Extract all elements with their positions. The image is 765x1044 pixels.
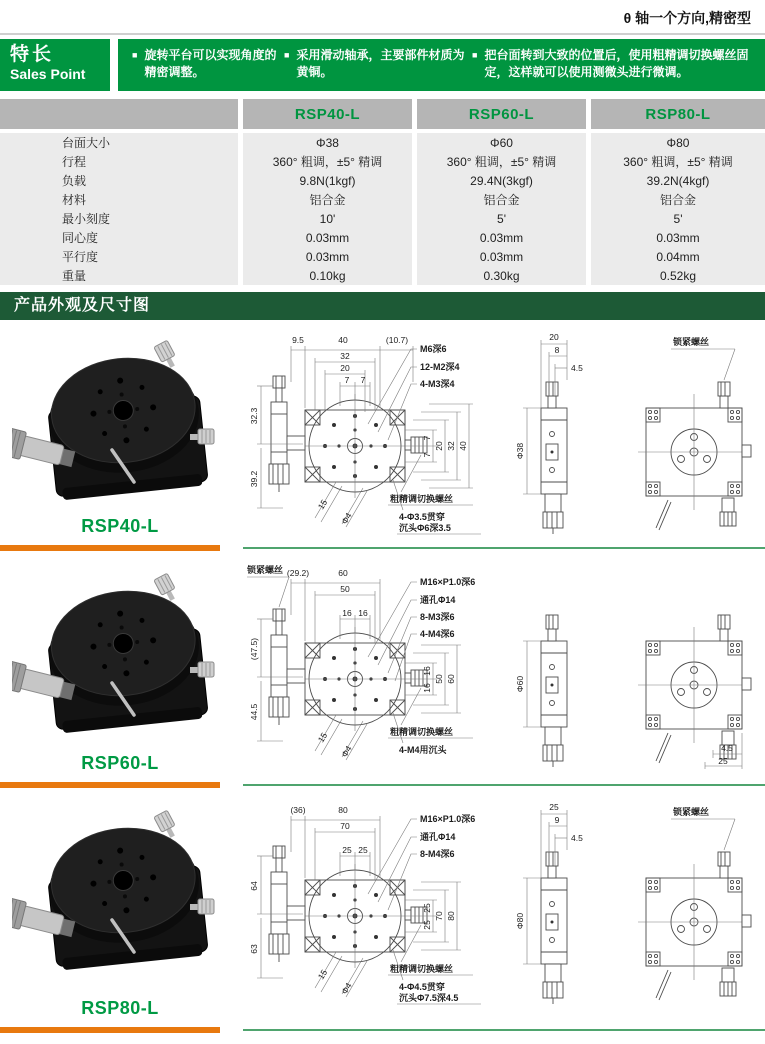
svg-text:Φ4: Φ4 (339, 743, 354, 759)
svg-text:20: 20 (549, 332, 559, 342)
svg-text:15: 15 (315, 497, 330, 512)
top-dimensions (290, 805, 380, 880)
spec-value: Φ80 (591, 133, 765, 152)
thread-callouts (368, 343, 460, 440)
side-view (515, 615, 567, 767)
spec-row-label: 负载 (0, 171, 238, 190)
dimension-drawing (243, 324, 765, 538)
top-dimensions (287, 568, 380, 643)
technical-drawing (243, 794, 765, 1006)
spec-value: 0.03mm (243, 228, 412, 247)
spec-table-row (0, 152, 765, 171)
spec-table-header (0, 99, 765, 129)
bullet-text: 旋转平台可以实现角度的精密调整。 (144, 48, 277, 79)
side-view (515, 802, 583, 1004)
right-dimensions (405, 882, 461, 950)
product-photo (12, 802, 227, 972)
svg-text:9: 9 (554, 815, 560, 825)
spec-value: 0.52kg (591, 266, 765, 285)
sales-point-header (0, 33, 765, 91)
product-row (0, 320, 765, 553)
svg-text:25: 25 (358, 845, 368, 855)
sales-point-bullets (118, 39, 765, 91)
spec-value: 360° 粗调，±5° 精调 (243, 152, 412, 171)
micrometer-symbol (269, 609, 305, 725)
technical-drawing (243, 324, 765, 536)
svg-text:15: 15 (315, 730, 330, 745)
svg-text:Φ80: Φ80 (515, 912, 525, 930)
svg-text:Φ60: Φ60 (515, 675, 525, 693)
page-type-note: θ 轴一个方向,精密型 (623, 10, 751, 26)
svg-text:44.5: 44.5 (249, 703, 259, 721)
svg-text:M6深6: M6深6 (420, 344, 447, 354)
svg-text:25: 25 (549, 802, 559, 812)
spec-row-label: 重量 (0, 266, 238, 285)
front-view (247, 564, 475, 760)
spec-value: 360° 粗调，±5° 精调 (591, 152, 765, 171)
product-model-label: RSP60-L (81, 753, 159, 773)
rotation-stage-photo (12, 802, 227, 972)
svg-text:20: 20 (434, 441, 444, 451)
svg-text:63: 63 (249, 944, 259, 954)
svg-text:4-M3深4: 4-M3深4 (420, 379, 455, 389)
side-diameter-dimension (515, 878, 541, 964)
svg-text:通孔Φ14: 通孔Φ14 (420, 832, 456, 842)
spec-value: 铝合金 (591, 190, 765, 209)
svg-text:(29.2): (29.2) (286, 568, 310, 578)
bottom-view (638, 615, 751, 769)
svg-text:25: 25 (342, 845, 352, 855)
svg-text:60: 60 (338, 568, 348, 578)
svg-text:M16×P1.0深6: M16×P1.0深6 (420, 814, 476, 824)
section-title-bar: 产品外观及尺寸图 (0, 292, 765, 320)
rotation-stage-photo (12, 332, 227, 502)
spec-row-label: 平行度 (0, 247, 238, 266)
technical-drawing (243, 557, 765, 769)
spec-table-row (0, 266, 765, 285)
svg-text:8: 8 (554, 345, 560, 355)
front-view (249, 335, 481, 534)
svg-text:粗精调切换螺丝: 粗精调切换螺丝 (390, 727, 454, 737)
spec-value: Φ38 (243, 133, 412, 152)
spec-value: 0.03mm (417, 228, 586, 247)
spec-value: 0.30kg (417, 266, 586, 285)
orange-divider (0, 545, 220, 551)
svg-text:M16×P1.0深6: M16×P1.0深6 (420, 577, 476, 587)
side-top-dimensions (541, 802, 583, 878)
spec-table-body (0, 133, 765, 285)
svg-text:40: 40 (338, 335, 348, 345)
svg-text:4-M4用沉头: 4-M4用沉头 (399, 745, 447, 755)
spec-table (0, 99, 765, 285)
svg-text:(10.7): (10.7) (385, 335, 409, 345)
svg-text:32: 32 (340, 351, 350, 361)
thread-callouts (368, 576, 475, 681)
sales-point-title-en: Sales Point (10, 65, 86, 82)
svg-text:通孔Φ14: 通孔Φ14 (420, 595, 456, 605)
dimension-drawing (243, 557, 765, 771)
spec-value: 29.4N(3kgf) (417, 171, 586, 190)
svg-text:4.5: 4.5 (721, 743, 733, 753)
svg-text:4.5: 4.5 (571, 833, 583, 843)
spec-value: 9.8N(1kgf) (243, 171, 412, 190)
bullet-text: 把台面转到大致的位置后，使用粗精调切换螺丝固定，这样就可以使用测微头进行微调。 (484, 48, 749, 79)
side-diameter-dimension (515, 408, 541, 494)
svg-text:20: 20 (340, 363, 350, 373)
svg-text:7: 7 (422, 435, 432, 441)
spec-row-label: 同心度 (0, 228, 238, 247)
svg-text:15: 15 (315, 967, 330, 982)
svg-text:7: 7 (344, 375, 350, 385)
product-photo (12, 565, 227, 735)
spec-table-row (0, 171, 765, 190)
svg-text:12-M2深4: 12-M2深4 (420, 362, 460, 372)
lock-screw-callout-right (671, 806, 735, 850)
product-model-label: RSP40-L (81, 516, 159, 536)
spec-value: Φ60 (417, 133, 586, 152)
svg-text:16: 16 (342, 608, 352, 618)
svg-text:25: 25 (422, 920, 432, 930)
spec-table-row (0, 209, 765, 228)
lock-screw-callout-right (671, 336, 735, 380)
svg-text:70: 70 (434, 911, 444, 921)
side-top-dimensions (541, 332, 583, 408)
svg-text:25: 25 (422, 903, 432, 913)
green-divider (243, 547, 765, 549)
svg-text:锁紧螺丝: 锁紧螺丝 (247, 565, 284, 575)
rotation-stage-photo (12, 565, 227, 735)
spec-value: 360° 粗调，±5° 精调 (417, 152, 586, 171)
svg-text:8-M3深6: 8-M3深6 (420, 612, 455, 622)
spec-table-row (0, 190, 765, 209)
svg-text:50: 50 (340, 584, 350, 594)
side-view (515, 332, 583, 534)
svg-text:(36): (36) (290, 805, 306, 815)
product-rows (0, 320, 765, 1035)
angled-dimensions (315, 715, 367, 760)
spec-table-row (0, 133, 765, 152)
thread-callouts (368, 813, 475, 910)
micrometer-symbol (269, 376, 305, 492)
green-divider (243, 784, 765, 786)
svg-text:32.3: 32.3 (249, 407, 259, 425)
svg-text:16: 16 (422, 666, 432, 676)
svg-text:粗精调切换螺丝: 粗精调切换螺丝 (390, 964, 454, 974)
svg-text:7: 7 (422, 452, 432, 458)
square-bullet-icon: ■ (284, 50, 290, 60)
spec-value: 5' (591, 209, 765, 228)
svg-text:Φ4: Φ4 (339, 510, 354, 526)
lock-screw-callout (247, 564, 289, 607)
dimension-drawing (243, 794, 765, 1008)
svg-text:16: 16 (422, 683, 432, 693)
product-photo (12, 332, 227, 502)
svg-text:4.5: 4.5 (571, 363, 583, 373)
svg-text:(47.5): (47.5) (249, 637, 259, 661)
model-header-rsp80: RSP80-L (591, 99, 765, 129)
sales-point-bullet (472, 47, 761, 91)
svg-text:7: 7 (360, 375, 366, 385)
right-dimensions (405, 645, 461, 713)
micrometer-symbol (269, 846, 305, 962)
angled-dimensions (315, 952, 367, 997)
spec-table-row (0, 247, 765, 266)
spec-value: 0.04mm (591, 247, 765, 266)
orange-divider (0, 782, 220, 788)
spec-value: 5' (417, 209, 586, 228)
spec-row-label: 台面大小 (0, 133, 238, 152)
svg-text:4-Φ3.5贯穿: 4-Φ3.5贯穿 (399, 512, 445, 522)
spec-value: 铝合金 (417, 190, 586, 209)
orange-divider (0, 1027, 220, 1033)
svg-text:32: 32 (446, 441, 456, 451)
bottom-view (638, 806, 751, 1000)
spec-row-label: 材料 (0, 190, 238, 209)
spec-value: 铝合金 (243, 190, 412, 209)
svg-text:25: 25 (718, 756, 728, 766)
svg-text:70: 70 (340, 821, 350, 831)
sales-point-bullet (284, 47, 472, 91)
right-dimensions (405, 404, 473, 488)
svg-text:80: 80 (446, 911, 456, 921)
svg-text:Φ38: Φ38 (515, 442, 525, 460)
svg-text:锁紧螺丝: 锁紧螺丝 (673, 337, 710, 347)
spec-row-label: 最小刻度 (0, 209, 238, 228)
svg-text:Φ4: Φ4 (339, 980, 354, 996)
svg-text:9.5: 9.5 (292, 335, 304, 345)
side-diameter-dimension (515, 641, 541, 727)
svg-text:粗精调切换螺丝: 粗精调切换螺丝 (390, 494, 454, 504)
spec-row-label: 行程 (0, 152, 238, 171)
spec-value: 0.03mm (591, 228, 765, 247)
svg-text:锁紧螺丝: 锁紧螺丝 (673, 807, 710, 817)
svg-text:8-M4深6: 8-M4深6 (420, 849, 455, 859)
bottom-callouts (388, 688, 473, 755)
spec-value: 0.03mm (243, 247, 412, 266)
svg-text:沉头Φ7.5深4.5: 沉头Φ7.5深4.5 (399, 993, 459, 1003)
svg-text:16: 16 (358, 608, 368, 618)
spec-value: 10' (243, 209, 412, 228)
svg-text:沉头Φ6深3.5: 沉头Φ6深3.5 (399, 523, 451, 533)
svg-text:50: 50 (434, 674, 444, 684)
bottom-view (638, 336, 751, 530)
svg-text:64: 64 (249, 881, 259, 891)
model-header-rsp60: RSP60-L (417, 99, 586, 129)
svg-text:60: 60 (446, 674, 456, 684)
spec-header-empty-cell (0, 99, 238, 129)
angled-dimensions (315, 482, 367, 527)
sales-point-title (0, 39, 110, 91)
spec-value: 0.10kg (243, 266, 412, 285)
svg-text:80: 80 (338, 805, 348, 815)
spec-value: 39.2N(4kgf) (591, 171, 765, 190)
square-bullet-icon: ■ (132, 50, 138, 60)
svg-text:4-Φ4.5贯穿: 4-Φ4.5贯穿 (399, 982, 445, 992)
model-header-rsp40: RSP40-L (243, 99, 412, 129)
svg-text:40: 40 (458, 441, 468, 451)
svg-text:39.2: 39.2 (249, 470, 259, 488)
sales-point-title-cn: 特长 (10, 44, 55, 65)
square-bullet-icon: ■ (472, 50, 478, 60)
spec-value: 0.03mm (417, 247, 586, 266)
svg-text:4-M4深6: 4-M4深6 (420, 629, 455, 639)
product-row (0, 553, 765, 790)
product-row (0, 790, 765, 1035)
front-view (249, 805, 481, 1004)
green-divider (243, 1029, 765, 1031)
spec-table-row (0, 228, 765, 247)
sales-point-bullet (132, 47, 284, 91)
bullet-text: 采用滑动轴承，主要部件材质为黄铜。 (296, 48, 465, 79)
product-model-label: RSP80-L (81, 998, 159, 1018)
